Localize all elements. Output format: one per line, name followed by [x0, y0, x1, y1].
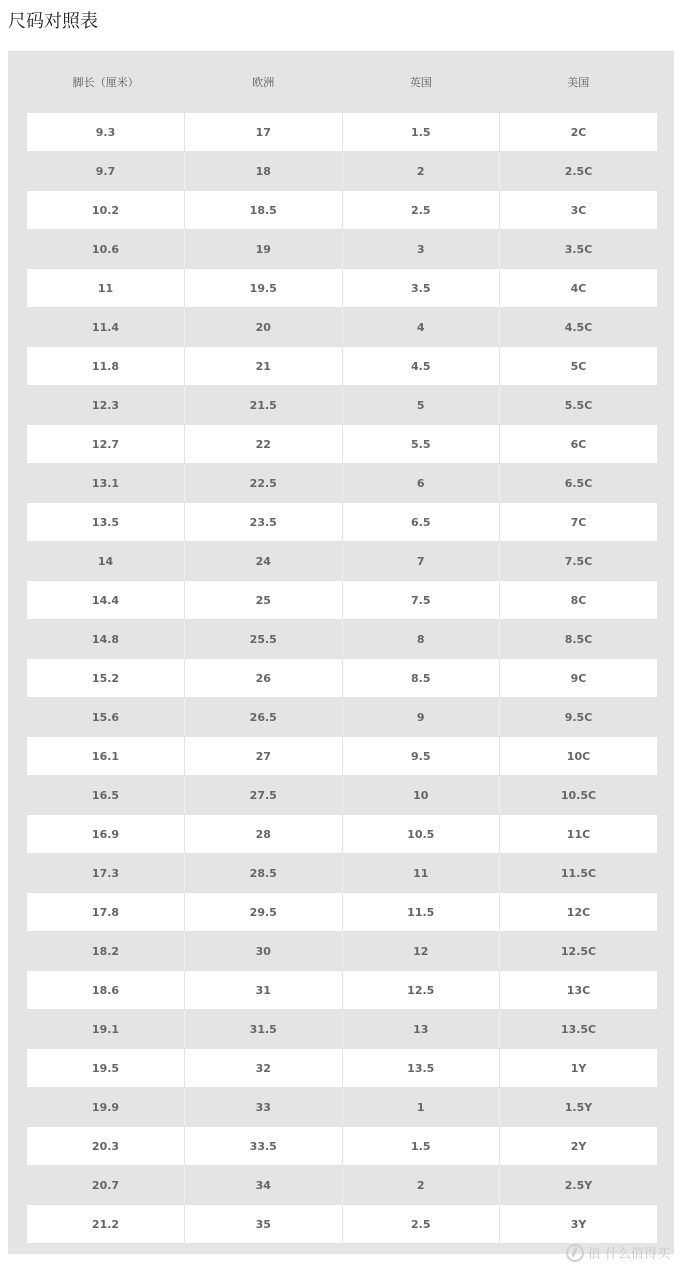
cell-eu: 27 — [185, 737, 343, 776]
cell-eu: 21.5 — [185, 386, 343, 425]
header-eu: 欧洲 — [252, 76, 275, 89]
cell-eu: 35 — [185, 1205, 343, 1244]
cell-foot-length: 10.2 — [27, 191, 185, 230]
cell-eu: 25.5 — [185, 620, 343, 659]
cell-foot-length: 11.8 — [27, 347, 185, 386]
table-row — [27, 620, 657, 659]
cell-uk: 13.5 — [342, 1049, 500, 1088]
cell-foot-length: 16.1 — [27, 737, 185, 776]
table-row — [27, 1088, 657, 1127]
table-row — [27, 230, 657, 269]
cell-eu: 34 — [185, 1166, 343, 1205]
cell-us: 1.5Y — [500, 1088, 658, 1127]
cell-uk: 2.5 — [342, 1205, 500, 1244]
table-row — [27, 347, 657, 386]
cell-us: 8C — [500, 581, 658, 620]
table-row — [27, 464, 657, 503]
cell-uk: 2.5 — [342, 191, 500, 230]
watermark-text: 值 什么值得买 — [587, 1247, 670, 1262]
page-title: 尺码对照表 — [8, 11, 98, 32]
cell-foot-length: 15.6 — [27, 698, 185, 737]
cell-us: 11C — [500, 815, 658, 854]
cell-eu: 22.5 — [185, 464, 343, 503]
cell-us: 5.5C — [500, 386, 658, 425]
table-row — [27, 698, 657, 737]
cell-uk: 2 — [342, 1166, 500, 1205]
cell-eu: 26.5 — [185, 698, 343, 737]
table-row — [27, 737, 657, 776]
table-row — [27, 776, 657, 815]
watermark — [566, 1243, 670, 1262]
cell-us: 6.5C — [500, 464, 658, 503]
cell-eu: 27.5 — [185, 776, 343, 815]
cell-eu: 19.5 — [185, 269, 343, 308]
cell-foot-length: 14.4 — [27, 581, 185, 620]
cell-foot-length: 14 — [27, 542, 185, 581]
table-row — [27, 191, 657, 230]
cell-us: 13.5C — [500, 1010, 658, 1049]
cell-us: 4C — [500, 269, 658, 308]
cell-us: 3.5C — [500, 230, 658, 269]
cell-us: 3C — [500, 191, 658, 230]
table-row — [27, 1166, 657, 1205]
cell-foot-length: 20.7 — [27, 1166, 185, 1205]
cell-eu: 26 — [185, 659, 343, 698]
smzdm-logo-icon — [566, 1244, 584, 1262]
cell-us: 1Y — [500, 1049, 658, 1088]
cell-uk: 11 — [342, 854, 500, 893]
cell-eu: 31 — [185, 971, 343, 1010]
cell-us: 6C — [500, 425, 658, 464]
cell-eu: 23.5 — [185, 503, 343, 542]
cell-us: 2Y — [500, 1127, 658, 1166]
cell-foot-length: 16.9 — [27, 815, 185, 854]
cell-uk: 7 — [342, 542, 500, 581]
cell-uk: 13 — [342, 1010, 500, 1049]
cell-foot-length: 18.6 — [27, 971, 185, 1010]
cell-eu: 33 — [185, 1088, 343, 1127]
table-row — [27, 386, 657, 425]
cell-uk: 6.5 — [342, 503, 500, 542]
cell-uk: 1 — [342, 1088, 500, 1127]
cell-foot-length: 17.8 — [27, 893, 185, 932]
cell-uk: 8.5 — [342, 659, 500, 698]
cell-eu: 24 — [185, 542, 343, 581]
cell-uk: 2 — [342, 152, 500, 191]
cell-uk: 8 — [342, 620, 500, 659]
cell-eu: 18 — [185, 152, 343, 191]
cell-foot-length: 12.3 — [27, 386, 185, 425]
cell-eu: 33.5 — [185, 1127, 343, 1166]
header-foot-length: 脚长（厘米） — [72, 76, 139, 89]
cell-uk: 7.5 — [342, 581, 500, 620]
cell-us: 12C — [500, 893, 658, 932]
cell-uk: 12 — [342, 932, 500, 971]
cell-uk: 10.5 — [342, 815, 500, 854]
table-row — [27, 1127, 657, 1166]
cell-foot-length: 17.3 — [27, 854, 185, 893]
cell-uk: 9 — [342, 698, 500, 737]
table-row — [27, 503, 657, 542]
cell-foot-length: 11.4 — [27, 308, 185, 347]
cell-foot-length: 19.5 — [27, 1049, 185, 1088]
cell-foot-length: 21.2 — [27, 1205, 185, 1244]
cell-us: 2.5C — [500, 152, 658, 191]
cell-uk: 5 — [342, 386, 500, 425]
cell-foot-length: 20.3 — [27, 1127, 185, 1166]
cell-foot-length: 18.2 — [27, 932, 185, 971]
cell-uk: 4 — [342, 308, 500, 347]
cell-eu: 17 — [185, 113, 343, 152]
table-row — [27, 1010, 657, 1049]
cell-foot-length: 9.3 — [27, 113, 185, 152]
cell-eu: 18.5 — [185, 191, 343, 230]
table-row — [27, 815, 657, 854]
cell-us: 7C — [500, 503, 658, 542]
table-row — [27, 893, 657, 932]
cell-foot-length: 10.6 — [27, 230, 185, 269]
table-row — [27, 1205, 657, 1244]
header-us: 美国 — [567, 76, 590, 89]
table-row — [27, 269, 657, 308]
cell-us: 10C — [500, 737, 658, 776]
size-chart-panel — [8, 51, 674, 1254]
cell-foot-length: 15.2 — [27, 659, 185, 698]
cell-us: 2C — [500, 113, 658, 152]
cell-eu: 20 — [185, 308, 343, 347]
cell-eu: 25 — [185, 581, 343, 620]
table-row — [27, 1049, 657, 1088]
table-row — [27, 308, 657, 347]
cell-uk: 3 — [342, 230, 500, 269]
table-row — [27, 152, 657, 191]
table-row — [27, 581, 657, 620]
cell-uk: 10 — [342, 776, 500, 815]
cell-us: 5C — [500, 347, 658, 386]
cell-uk: 4.5 — [342, 347, 500, 386]
cell-foot-length: 13.1 — [27, 464, 185, 503]
cell-us: 4.5C — [500, 308, 658, 347]
cell-us: 9C — [500, 659, 658, 698]
table-row — [27, 113, 657, 152]
cell-us: 12.5C — [500, 932, 658, 971]
cell-foot-length: 12.7 — [27, 425, 185, 464]
cell-uk: 1.5 — [342, 1127, 500, 1166]
cell-us: 11.5C — [500, 854, 658, 893]
cell-foot-length: 19.9 — [27, 1088, 185, 1127]
cell-uk: 9.5 — [342, 737, 500, 776]
cell-foot-length: 9.7 — [27, 152, 185, 191]
cell-eu: 19 — [185, 230, 343, 269]
cell-foot-length: 16.5 — [27, 776, 185, 815]
table-header-row — [27, 51, 657, 113]
cell-eu: 30 — [185, 932, 343, 971]
cell-eu: 31.5 — [185, 1010, 343, 1049]
cell-uk: 3.5 — [342, 269, 500, 308]
cell-eu: 28 — [185, 815, 343, 854]
cell-eu: 29.5 — [185, 893, 343, 932]
table-row — [27, 854, 657, 893]
table-row — [27, 932, 657, 971]
header-uk: 英国 — [409, 76, 432, 89]
cell-us: 2.5Y — [500, 1166, 658, 1205]
cell-foot-length: 13.5 — [27, 503, 185, 542]
cell-eu: 21 — [185, 347, 343, 386]
size-chart-table — [27, 51, 657, 1244]
cell-uk: 5.5 — [342, 425, 500, 464]
cell-foot-length: 11 — [27, 269, 185, 308]
table-row — [27, 542, 657, 581]
cell-eu: 22 — [185, 425, 343, 464]
cell-us: 3Y — [500, 1205, 658, 1244]
cell-us: 7.5C — [500, 542, 658, 581]
cell-eu: 32 — [185, 1049, 343, 1088]
cell-uk: 11.5 — [342, 893, 500, 932]
cell-uk: 6 — [342, 464, 500, 503]
cell-us: 13C — [500, 971, 658, 1010]
cell-us: 9.5C — [500, 698, 658, 737]
table-row — [27, 425, 657, 464]
cell-uk: 1.5 — [342, 113, 500, 152]
cell-foot-length: 19.1 — [27, 1010, 185, 1049]
table-row — [27, 659, 657, 698]
table-body — [27, 113, 657, 1244]
cell-us: 10.5C — [500, 776, 658, 815]
cell-us: 8.5C — [500, 620, 658, 659]
cell-eu: 28.5 — [185, 854, 343, 893]
cell-foot-length: 14.8 — [27, 620, 185, 659]
cell-uk: 12.5 — [342, 971, 500, 1010]
table-row — [27, 971, 657, 1010]
